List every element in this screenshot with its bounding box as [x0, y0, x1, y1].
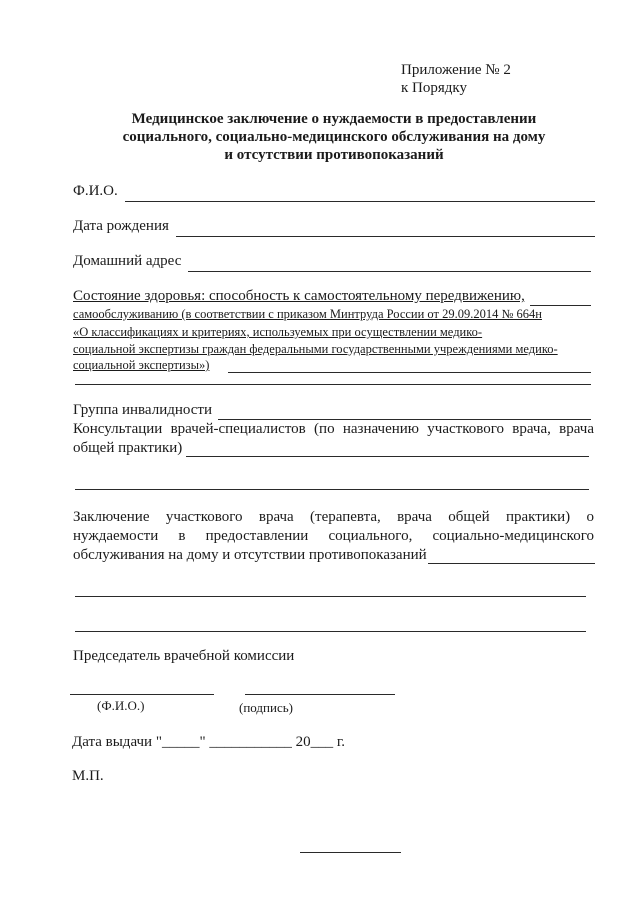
- appendix-line-2: к Порядку: [401, 80, 467, 96]
- conclusion-field-line[interactable]: [428, 563, 595, 564]
- chairman-signature-line[interactable]: [245, 694, 395, 695]
- consult-field-line[interactable]: [186, 456, 589, 457]
- address-field-line[interactable]: [188, 271, 591, 272]
- bottom-divider: [300, 852, 401, 853]
- health-line-1-fill: [530, 305, 591, 306]
- stamp-label: М.П.: [72, 768, 104, 784]
- health-line-1: Состояние здоровья: способность к самостоятельному передвижению,: [73, 288, 525, 304]
- fio-field-line[interactable]: [125, 201, 595, 202]
- health-line-5-fill[interactable]: [228, 372, 591, 373]
- health-line-2: самообслуживанию (в соответствии с приказом Минтруда России от 29.09.2014 № 664н: [73, 307, 542, 321]
- disability-field-line[interactable]: [218, 419, 591, 420]
- conclusion-line-1: Заключение участкового врача (терапевта, врача общей практики) о: [73, 509, 594, 525]
- chairman-label: Председатель врачебной комиссии: [73, 648, 295, 664]
- appendix-line-1: Приложение № 2: [401, 62, 511, 78]
- title-line-2: социального, социально-медицинского обслуживания на дому: [122, 129, 546, 145]
- fio-label: Ф.И.О.: [73, 183, 118, 199]
- consult-extra-line[interactable]: [75, 489, 589, 490]
- health-line-4: социальной экспертизы граждан федеральными государственными учреждениями медико-: [73, 342, 558, 356]
- issue-date-label: Дата выдачи "_____" ___________ 20___ г.: [72, 734, 346, 750]
- health-line-5: социальной экспертизы»): [73, 358, 210, 372]
- disability-label: Группа инвалидности: [73, 402, 213, 418]
- title-line-3: и отсутствии противопоказаний: [224, 147, 444, 163]
- consult-line-1: Консультации врачей-специалистов (по назначению участкового врача, врача: [73, 421, 594, 437]
- title-line-1: Медицинское заключение о нуждаемости в предоставлении: [131, 111, 537, 127]
- fio-caption: (Ф.И.О.): [97, 698, 145, 713]
- consult-line-2: общей практики): [73, 440, 183, 456]
- conclusion-line-3: обслуживания на дому и отсутствии противопоказаний: [73, 547, 427, 563]
- address-label: Домашний адрес: [73, 253, 182, 269]
- signature-caption: (подпись): [239, 700, 293, 715]
- chairman-fio-line[interactable]: [70, 694, 214, 695]
- birth-date-label: Дата рождения: [73, 218, 169, 234]
- birth-date-field-line[interactable]: [176, 236, 595, 237]
- conclusion-extra-line-1[interactable]: [75, 596, 586, 597]
- conclusion-extra-line-2[interactable]: [75, 631, 586, 632]
- health-extra-line[interactable]: [75, 384, 591, 385]
- conclusion-line-2: нуждаемости в предоставлении социального, социально-медицинского: [73, 528, 594, 544]
- health-line-3: «О классификациях и критериях, используемых при осуществлении медико-: [73, 325, 483, 339]
